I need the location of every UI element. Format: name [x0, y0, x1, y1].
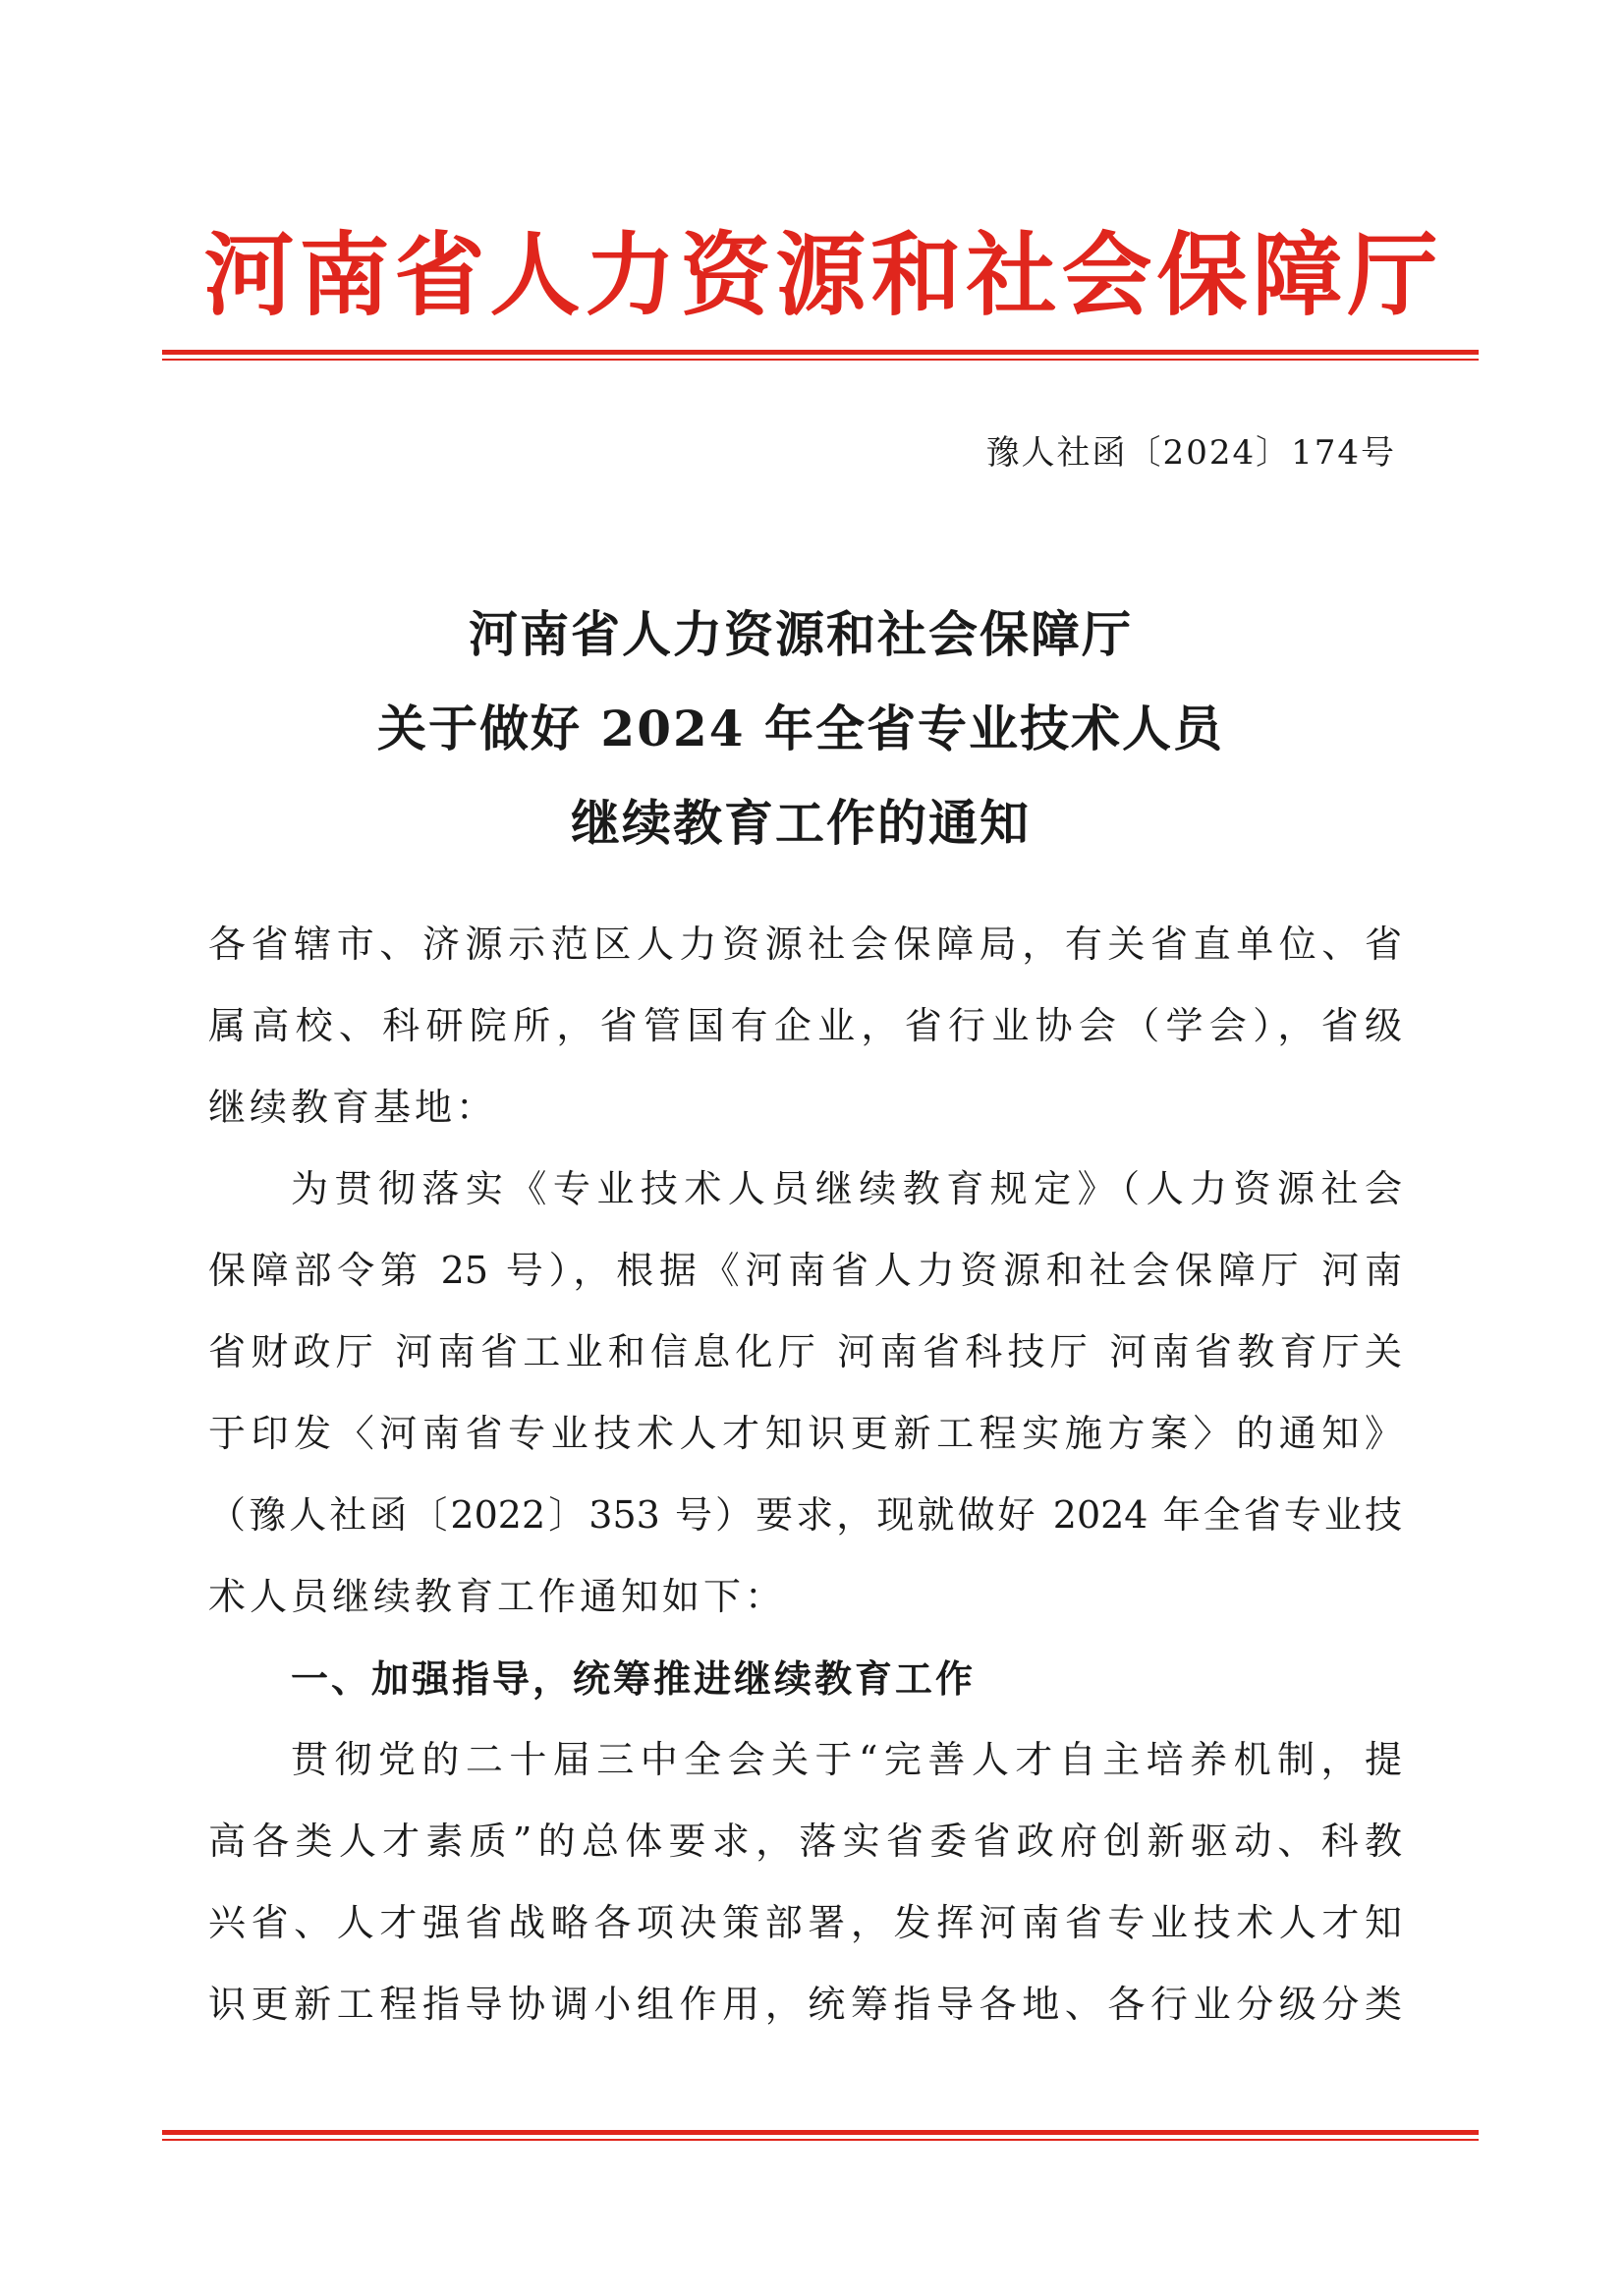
section1-line-2: 高各类人才素质”的总体要求，落实省委省政府创新驱动、科教	[208, 1820, 1402, 1863]
letterhead-org-name: 河南省人力资源和社会保障厅	[203, 222, 1443, 328]
section1-line-1: 贯彻党的二十届三中全会关于“完善人才自主培养机制，提	[291, 1738, 1402, 1781]
title-line-1: 河南省人力资源和社会保障厅	[469, 605, 1133, 663]
addressee-line-2: 属高校、科研院所，省管国有企业，省行业协会（学会），省级	[208, 1004, 1402, 1047]
intro-line-6: 术人员继续教育工作通知如下：	[208, 1575, 787, 1618]
document-title	[196, 588, 1405, 870]
document-body	[208, 904, 1402, 2045]
section1-line-4: 识更新工程指导协调小组作用，统筹指导各地、各行业分级分类	[208, 1983, 1402, 2026]
section1-line-3: 兴省、人才强省战略各项决策部署，发挥河南省专业技术人才知	[208, 1901, 1402, 1944]
divider-thick-line	[162, 350, 1479, 355]
divider-thin-line	[162, 359, 1479, 361]
title-line-3: 继续教育工作的通知	[571, 794, 1031, 852]
addressee-line-3: 继续教育基地：	[208, 1086, 498, 1129]
addressee-line-1: 各省辖市、济源示范区人力资源社会保障局，有关省直单位、省	[208, 923, 1402, 966]
intro-line-2: 保障部令第 25 号），根据《河南省人力资源和社会保障厅 河南	[208, 1249, 1402, 1292]
footer-divider-thin-line	[162, 2139, 1479, 2141]
footer-divider	[162, 2130, 1479, 2141]
footer-divider-thick-line	[162, 2130, 1479, 2135]
letterhead-divider	[162, 350, 1479, 361]
intro-line-1: 为贯彻落实《专业技术人员继续教育规定》（人力资源社会	[291, 1167, 1402, 1210]
intro-line-3: 省财政厅 河南省工业和信息化厅 河南省科技厅 河南省教育厅关	[208, 1330, 1402, 1373]
section-heading-1: 一、加强指导，统筹推进继续教育工作	[291, 1656, 977, 1701]
title-line-2: 关于做好 2024 年全省专业技术人员	[377, 700, 1224, 757]
intro-line-5: （豫人社函〔2022〕353 号）要求，现就做好 2024 年全省专业技	[208, 1493, 1402, 1537]
intro-line-4: 于印发〈河南省专业技术人才知识更新工程实施方案〉的通知》	[208, 1412, 1402, 1455]
document-number: 豫人社函〔2024〕174号	[985, 433, 1396, 473]
